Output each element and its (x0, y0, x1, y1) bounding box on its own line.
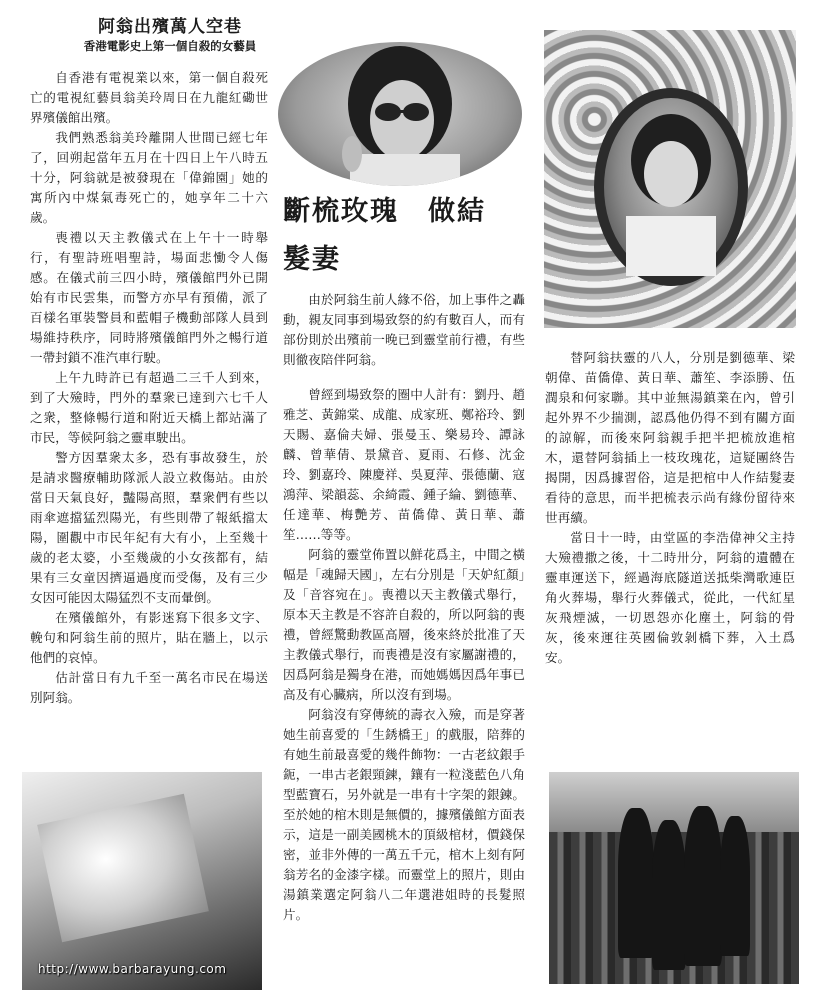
paragraph: 阿翁的靈堂佈置以鮮花爲主，中間之橫幅是「魂歸天國」，左右分別是「天妒紅顏」及「音容宛在」。喪禮以天主教儀式舉行，原本天主教是不容許自殺的，所以阿翁的喪禮，曾經驚動教區高層，後來終於批准了天主教儀式舉行，而喪禮是沒有家屬謝禮的，因爲阿翁是獨身在港，而她媽媽因爲年事已高及有心臟病，所以沒有到場。 (283, 547, 525, 702)
feature-headline (283, 188, 533, 284)
paragraph: 警方因羣衆太多，恐有事故發生，於是請求醫療輔助隊派人設立救傷站。由於當日天氣良好，豔陽高照，羣衆們有些以雨傘遮擋猛烈陽光，有些則帶了報紙擋太陽，圍觀中市民年紀有大有小，上至幾十歲的老太婆，小至幾歲的小女孩都有，結果有三女童因擠逼過度而受傷，及有三少女因可能因太陽猛烈不支而暈倒。 (30, 450, 268, 605)
column-2 (283, 385, 525, 925)
pallbearer-figure (652, 820, 686, 970)
paragraph: 曾經到場致祭的圈中人計有：劉丹、趙雅芝、黃錦棠、成龍、成家班、鄭裕玲、劉天賜、嘉倫夫婦、張曼玉、樂易玲、譚詠麟、曾華倩、景黛音、夏雨、石修、沈金玲、劉嘉玲、陳慶祥、吳夏萍、張德蘭、寇鴻萍、梁韻蕊、余綺霞、鍾子綸、劉德華、任達華、梅艷芳、苗僑偉、黃日華、蕭笙……等等。 (283, 387, 525, 542)
memorial-portrait-photo (594, 88, 748, 286)
paragraph: 阿翁沒有穿傳統的壽衣入殮，而是穿著她生前喜愛的「生銹橋王」的戲服，陪葬的有她生前最喜愛的幾件飾物：一古老紋銀手鈪，一串古老銀頸鍊，鑲有一粒淺藍色八角型藍寶石，另外就是一串有十字架的銀鍊。至於她的棺木則是無價的，據殯儀館方面表示，這是一副美國桃木的頂級棺材，價錢保密，並非外傳的一萬五千元，棺木上刻有阿翁芳名的金漆字樣。而靈堂上的照片，則由湯鎮業選定阿翁八二年選港姐時的長髮照片。 (283, 707, 525, 922)
pallbearer-figure (720, 816, 750, 956)
article-subtitle: 香港電影史上第一個自殺的女藝員 (83, 39, 257, 53)
sunglasses-portrait-photo (278, 42, 522, 186)
paragraph: 估計當日有九千至一萬名市民在場送別阿翁。 (30, 670, 268, 705)
headline-line-1: 斷梳玫瑰 做結 (283, 196, 486, 227)
pallbearer-figure (618, 808, 654, 958)
paragraph: 我們熟悉翁美玲離開人世間已經七年了，回朔起當年五月在十四日上午八時五十分，阿翁就是被發現在「偉錦園」她的寓所內中煤氣毒死亡的，她享年二十六歲。 (30, 130, 268, 225)
paragraph: 當日十一時，由堂區的李浩偉神父主持大殮禮撒之後，十二時卅分，阿翁的遺體在靈車運送下，經過海底隧道送抵柴灣歌連臣角火葬場，舉行火葬儀式，從此，一代紅星灰飛煙滅，一切恩怨亦化塵土，阿翁的骨灰，後來運往英國倫敦剝橋下葬，入土爲安。 (545, 530, 795, 665)
article-title: 阿翁出殯萬人空巷 (98, 17, 242, 37)
portrait-illustration (278, 42, 522, 186)
column-2-intro (283, 290, 525, 370)
website-watermark: http://www.barbarayung.com (38, 962, 227, 976)
paragraph: 上午九時許已有超過二三千人到來，到了大殮時，門外的羣衆已達到六七千人之衆，整條暢行道和附近天橋上都站滿了市民，等候阿翁之靈車駛出。 (30, 370, 268, 445)
pallbearer-figure (684, 806, 722, 966)
paragraph: 在殯儀館外，有影迷寫下很多文字、輓句和阿翁生前的照片，貼在牆上，以示他們的哀悼。 (30, 610, 268, 665)
column-3 (545, 348, 795, 668)
paragraph: 喪禮以天主教儀式在上午十一時舉行，有聖詩班唱聖詩，場面悲慟令人傷感。在儀式前三四小時，殯儀館門外已開始有市民雲集，而警方亦早有預備，派了百樣名軍裝警員和藍帽子機動部隊人員到場維持秩序，同時將殯儀館門外之暢行道一帶封鎖不准汽車行駛。 (30, 230, 268, 365)
paragraph: 由於阿翁生前人緣不俗，加上事件之轟動，親友同事到場致祭的約有數百人，而有部份則於出殯前一晚已到靈堂前行禮，有些則徹夜陪伴阿翁。 (283, 292, 525, 367)
paragraph: 自香港有電視業以來，第一個自殺死亡的電視紅藝員翁美玲周日在九龍紅磡世界殯儀館出殯。 (30, 70, 268, 125)
column-1 (30, 68, 268, 708)
headline-line-2: 髮妻 (283, 244, 341, 275)
paragraph: 替阿翁扶靈的八人，分別是劉德華、梁朝偉、苗僑偉、黃日華、蕭笙、李添勝、伍潤泉和何家聯。其中並無湯鎮業在內，曾引起外界不少揣測，認爲他仍得不到有關方面的諒解，而後來阿翁親手把半把梳放進棺木，還替阿翁插上一枝玫瑰花，這疑團終告揭開，因爲據習俗，這是把棺中人作結髮妻看待的意思，而半把梳表示尚有緣份留待來世再續。 (545, 350, 795, 525)
portrait-face-illustration (604, 98, 738, 276)
